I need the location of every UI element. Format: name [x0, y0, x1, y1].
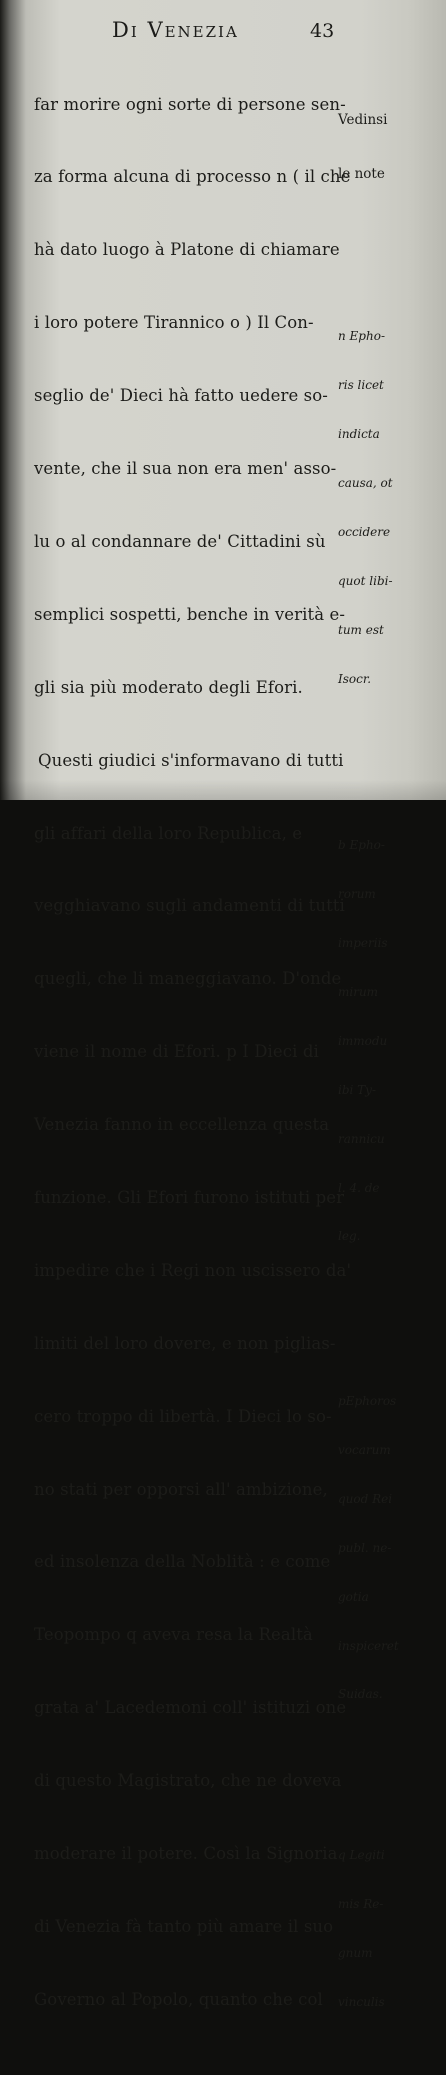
margin-note-line: occidere	[338, 524, 391, 539]
text-line: gli sia più moderato degli Efori.	[34, 677, 303, 697]
margin-note-line: inspiceret	[338, 1638, 399, 1653]
text-line: funzione. Gli Efori furono istituti per	[34, 1187, 345, 1207]
margin-note-line: Vedinsi	[338, 111, 388, 128]
margin-note-line: leg.	[338, 1229, 361, 1244]
margin-note-line: tum est	[338, 622, 384, 637]
text-line: hà dato luogo à Platone di chiamare	[34, 240, 340, 260]
margin-note-line: le note	[338, 165, 385, 182]
margin-note-line: causa, ot	[338, 476, 393, 491]
margin-note-q	[338, 1815, 442, 2043]
running-title: Di Venezia	[112, 18, 239, 42]
page-number: 43	[310, 20, 335, 42]
text-line: i loro potere Tirannico o ) Il Con-	[34, 313, 314, 333]
margin-note-line: publ. ne-	[338, 1540, 392, 1555]
margin-note-line: immodu	[338, 1033, 388, 1048]
margin-note-line: pEphoros	[338, 1394, 397, 1409]
text-line: za forma alcuna di processo n ( il che	[34, 167, 351, 187]
text-line: Teopompo q aveva resa la Realtà	[34, 1625, 313, 1645]
margin-note-line: rannicu	[338, 1131, 385, 1146]
text-line: vegghiavano sugli andamenti di tutti	[34, 896, 345, 916]
margin-note-line: ibi Ty-	[338, 1082, 377, 1097]
text-line: no stati per opporsi all' ambizione,	[34, 1479, 328, 1499]
margin-note-line: Suidas.	[338, 1687, 383, 1702]
text-line: limiti del loro dovere, e non piglias-	[34, 1333, 336, 1353]
text-line: seglio de' Dieci hà fatto uedere so-	[34, 386, 328, 406]
text-line: lu o al condannare de' Cittadini sù	[34, 531, 326, 551]
text-line: impedire che i Regi non uscissero da'	[34, 1260, 352, 1280]
margin-note-line: mis Re-	[338, 1896, 384, 1911]
margin-note-n	[338, 296, 442, 720]
text-line: semplici sospetti, benche in verità e-	[34, 604, 346, 624]
main-text-column	[34, 44, 354, 2061]
text-line: vente, che il sua non era men' asso-	[34, 459, 337, 479]
margin-note-line: quot libi-	[338, 573, 393, 588]
margin-note-line: q Legiti	[338, 1848, 385, 1863]
text-line: di Venezia fà tanto più amare il suo	[34, 1916, 334, 1936]
text-line: grata a' Lacedemoni coll' istituzi one	[34, 1698, 347, 1718]
text-line: moderare il potere. Così la Signoria	[34, 1843, 338, 1863]
margin-note-line: imperiis	[338, 936, 388, 951]
paragraph-start-line: Questi giudici s'informavano di tutti	[38, 750, 344, 770]
margin-note-p	[338, 1360, 442, 1735]
margin-notes-column	[338, 42, 442, 2075]
margin-note-line: vinculis	[338, 1994, 385, 2009]
margin-note-line: n Epho-	[338, 329, 385, 344]
margin-note-line: rorum	[338, 887, 376, 902]
text-line: viene il nome di Efori. p I Dieci di	[34, 1042, 319, 1062]
margin-note-line: ris licet	[338, 378, 384, 393]
margin-note-b	[338, 805, 442, 1278]
margin-note-line: b Epho-	[338, 838, 385, 853]
text-line: cero troppo di libertà. I Dieci lo so-	[34, 1406, 332, 1426]
margin-note-line: mirum	[338, 984, 379, 999]
text-line: Governo al Popolo, quanto che col	[34, 1989, 323, 2009]
margin-note-line: gnum	[338, 1945, 373, 1960]
margin-note-line: quod Rei	[338, 1491, 393, 1506]
margin-note-line: vocarum	[338, 1442, 391, 1457]
text-line: Venezia fanno in eccellenza questa	[34, 1115, 330, 1135]
text-line: quegli, che li maneggiavano. D'onde	[34, 969, 342, 989]
text-line: far morire ogni sorte di persone sen-	[34, 94, 346, 114]
margin-note-line: Isocr.	[338, 671, 372, 686]
text-line: di questo Magistrato, che ne doveva	[34, 1771, 342, 1791]
margin-note-line: l. 4. de	[338, 1180, 380, 1195]
text-line: ed insolenza della Noblità : e come	[34, 1552, 331, 1572]
margin-note-line: gotia	[338, 1589, 369, 1604]
margin-note-line: indicta	[338, 427, 380, 442]
margin-note-cross-reference	[338, 75, 442, 219]
text-line: gli affari della loro Republica, e	[34, 823, 303, 843]
